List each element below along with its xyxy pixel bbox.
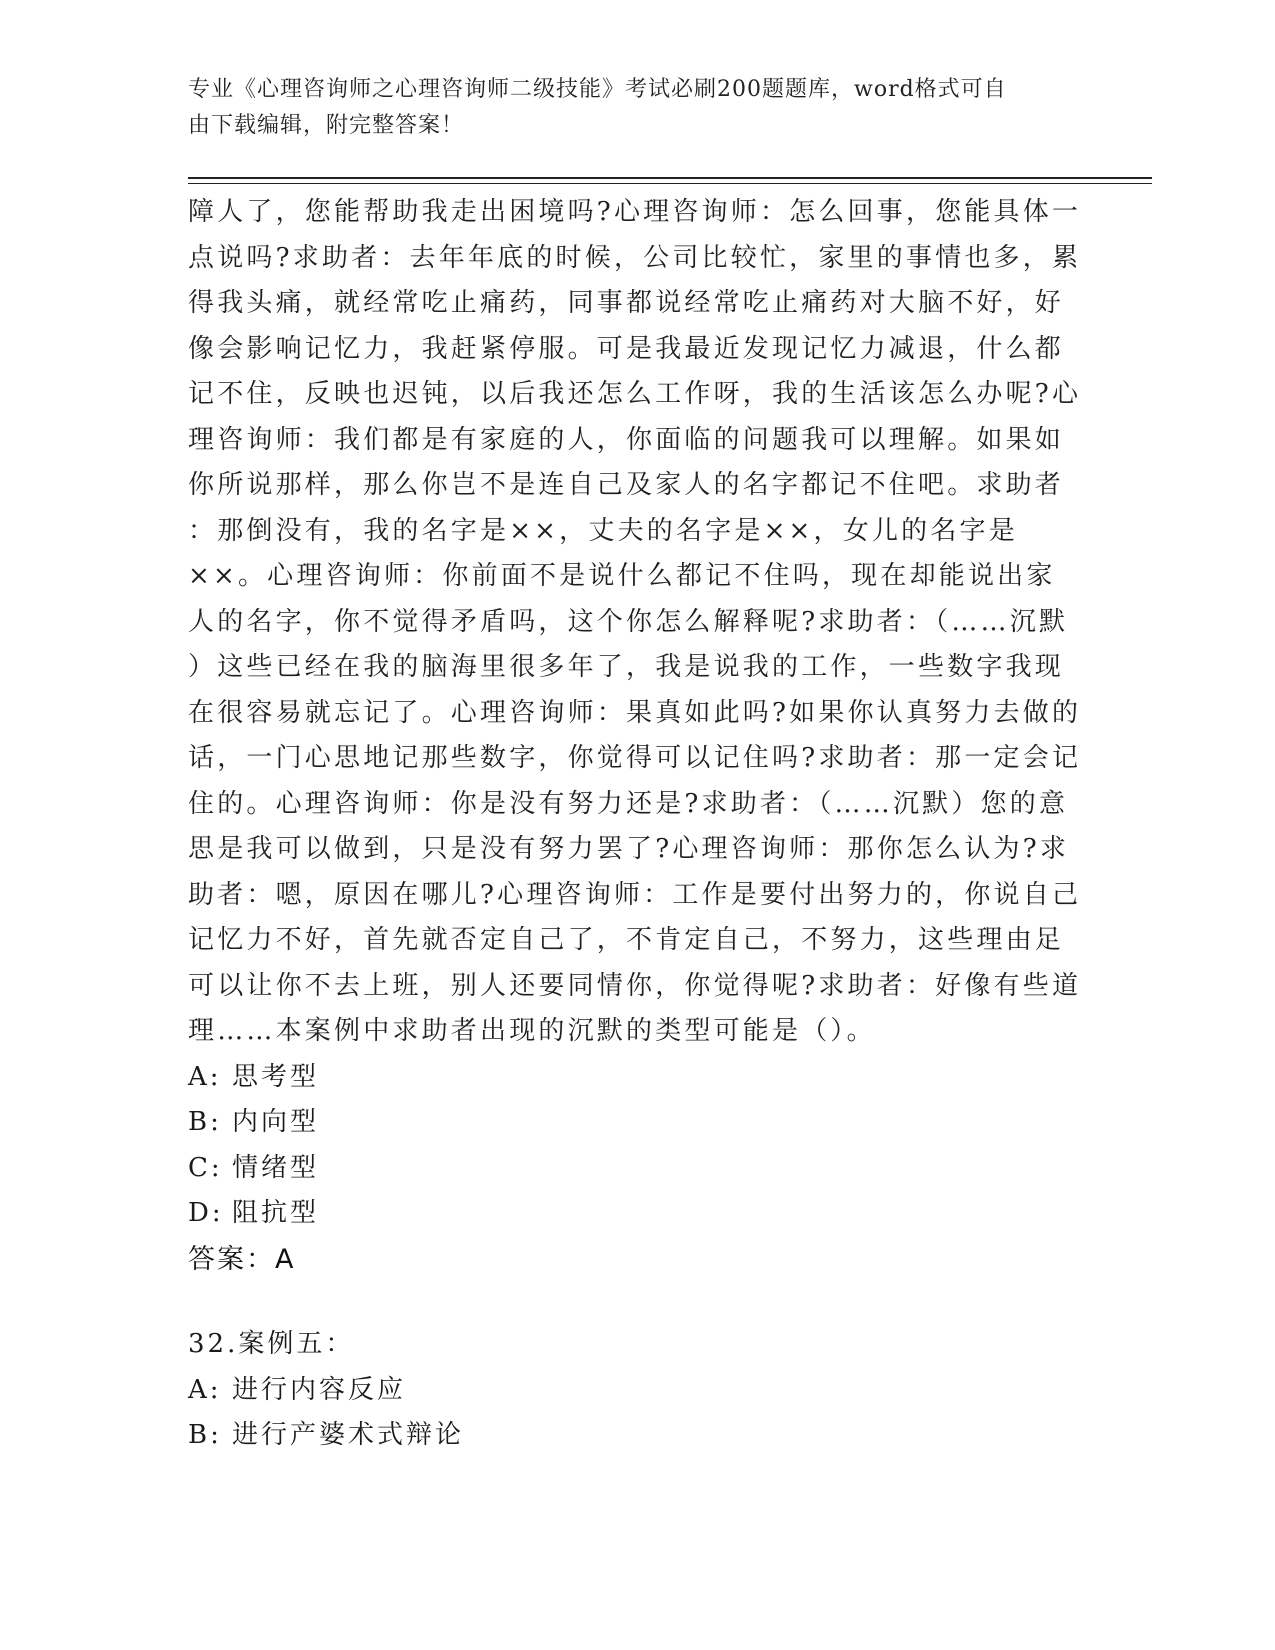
question-line: 助者：嗯，原因在哪儿?心理咨询师：工作是要付出努力的，你说自己 [188, 879, 1082, 910]
question-line: 记忆力不好，首先就否定自己了，不肯定自己，不努力，这些理由足 [188, 925, 1065, 955]
option-key: D: [188, 1198, 224, 1228]
option-key: A: [188, 1374, 222, 1405]
header-divider-thick [188, 177, 1152, 179]
option-c [188, 1146, 1088, 1192]
answer-label: 答案：A [188, 1244, 296, 1275]
option-key: A: [188, 1061, 222, 1092]
question-line: 住的。心理咨询师：你是没有努力还是?求助者：（……沉默）您的意 [188, 788, 1069, 819]
header-title-line1: 专业《心理咨询师之心理咨询师二级技能》考试必刷200题题库，word格式可自 [188, 77, 1007, 102]
question-line: 你所说那样，那么你岂不是连自己及家人的名字都记不住吧。求助者 [188, 470, 1065, 500]
option-text: 进行内容反应 [232, 1374, 407, 1405]
question-line: 话，一门心思地记那些数字，你觉得可以记住吗?求助者：那一定会记 [188, 743, 1082, 773]
option-text: 进行产婆术式辩论 [232, 1420, 465, 1450]
option-text: 阻抗型 [232, 1198, 320, 1228]
header-divider-thin [188, 183, 1152, 184]
question-line: 点说吗?求助者：去年年底的时候，公司比较忙，家里的事情也多，累 [188, 242, 1082, 273]
document-header [188, 72, 1068, 144]
question-line: 理咨询师：我们都是有家庭的人，你面临的问题我可以理解。如果如 [188, 424, 1065, 455]
question-line: ：那倒没有，我的名字是××，丈夫的名字是××，女儿的名字是 [188, 515, 1018, 546]
option-key: C: [188, 1152, 223, 1183]
option-a [188, 1055, 1088, 1101]
option-text: 情绪型 [232, 1152, 320, 1183]
option-b [188, 1100, 1088, 1146]
question-body [188, 190, 1088, 1237]
question-line: 人的名字，你不觉得矛盾吗，这个你怎么解释呢?求助者：（……沉默 [188, 606, 1069, 637]
q32-option-a [188, 1368, 1088, 1414]
option-key: B: [188, 1107, 222, 1137]
q32-option-b [188, 1413, 1088, 1459]
question-line: 理……本案例中求助者出现的沉默的类型可能是（）。 [188, 1016, 876, 1046]
question-line: ）这些已经在我的脑海里很多年了，我是说我的工作，一些数字我现 [188, 652, 1065, 682]
option-d [188, 1191, 1088, 1237]
option-text: 内向型 [232, 1107, 320, 1137]
question-line: 得我头痛，就经常吃止痛药，同事都说经常吃止痛药对大脑不好，好 [188, 288, 1065, 318]
header-title-line2: 由下载编辑，附完整答案！ [188, 113, 465, 138]
question-line: ××。心理咨询师：你前面不是说什么都记不住吗，现在却能说出家 [188, 561, 1056, 591]
option-key: B: [188, 1420, 222, 1450]
question-line: 在很容易就忘记了。心理咨询师：果真如此吗?如果你认真努力去做的 [188, 697, 1082, 728]
option-text: 思考型 [232, 1061, 320, 1092]
question-line: 记不住，反映也迟钝，以后我还怎么工作呀，我的生活该怎么办呢?心 [188, 379, 1082, 409]
question-32-title: 32.案例五： [188, 1329, 355, 1359]
question-line: 可以让你不去上班，别人还要同情你，你觉得呢?求助者：好像有些道 [188, 970, 1082, 1001]
question-line: 像会影响记忆力，我赶紧停服。可是我最近发现记忆力减退，什么都 [188, 333, 1065, 364]
question-line: 思是我可以做到，只是没有努力罢了?心理咨询师：那你怎么认为?求 [188, 834, 1070, 864]
question-line: 障人了，您能帮助我走出困境吗?心理咨询师：怎么回事，您能具体一 [188, 197, 1082, 227]
question-32 [188, 1322, 1088, 1459]
